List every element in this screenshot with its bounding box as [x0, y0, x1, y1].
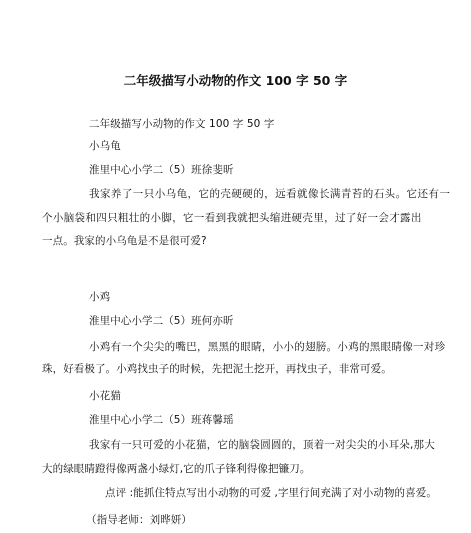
essay-title: 小花猫 — [89, 390, 121, 402]
essay-text-line: 一点。我家的小乌龟是不是很可爱? — [42, 235, 207, 247]
essay-text-line: 珠，好看极了。小鸡找虫子的时候，先把泥土挖开，再找虫子，非常可爱。 — [42, 363, 392, 375]
essay-text-line: 大的绿眼睛蹬得像两盏小绿灯,它的爪子锋利得像把镰刀。 — [42, 463, 311, 475]
essay-author: 淮里中心小学二（5）班何亦昕 — [89, 315, 234, 327]
essay-text-line: 我家养了一只小乌龟，它的壳硬硬的，远看就像长满青苔的石头。它还有一 — [89, 188, 451, 200]
essay-title: 小鸡 — [89, 291, 111, 303]
teacher-credit: （指导老师：刘晔妍） — [86, 514, 192, 526]
essay-author: 淮里中心小学二（5）班蒋馨瑶 — [89, 414, 234, 426]
comment-text: 点评 :能抓住特点写出小动物的可爱 ,字里行间充满了对小动物的喜爱。 — [105, 487, 437, 499]
essay-author: 淮里中心小学二（5）班徐斐昕 — [89, 164, 234, 176]
document-title: 二年级描写小动物的作文 100 字 50 字 — [123, 73, 348, 88]
essay-text-line: 我家有一只可爱的小花猫，它的脑袋圆圆的，顶着一对尖尖的小耳朵,那大 — [89, 439, 435, 451]
essay-title: 小乌龟 — [89, 140, 121, 152]
essay-text-line: 小鸡有一个尖尖的嘴巴，黑黑的眼睛，小小的翅膀。小鸡的黑眼睛像一对珍 — [89, 341, 446, 353]
essay-text-line: 个小脑袋和四只粗壮的小脚，它一看到我就把头缩进硬壳里，过了好一会才露出 — [42, 212, 422, 224]
document-subtitle: 二年级描写小动物的作文 100 字 50 字 — [89, 118, 275, 130]
